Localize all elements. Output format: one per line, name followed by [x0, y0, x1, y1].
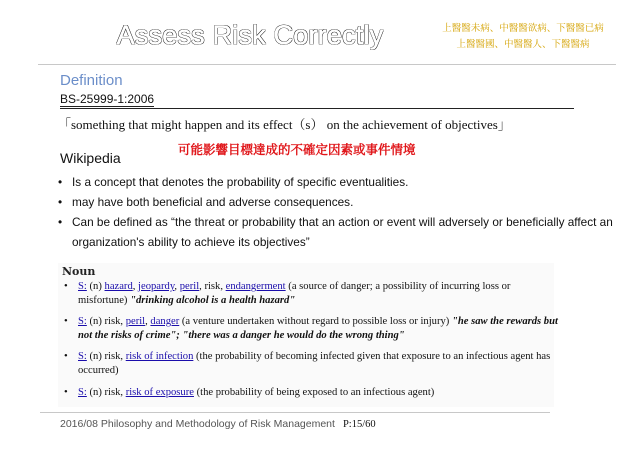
bullet-text: Can be defined as “the threat or probability that an action or event will adversely or beneficially affect an organization's ability to achieve its objectives” — [72, 215, 613, 249]
word-link-peril[interactable]: peril — [125, 316, 146, 327]
bullet-item — [58, 172, 618, 192]
bullet-text: may have both beneficial and adverse consequences. — [72, 195, 354, 209]
bullet-icon: • — [58, 175, 63, 189]
footer-course: 2016/08 Philosophy and Methodology of Risk Management — [60, 418, 335, 430]
word-link-endangerment[interactable]: endangerment — [225, 281, 286, 292]
motto-line-1: 上醫醫未病、中醫醫欲病、下醫醫已病 — [442, 23, 604, 34]
plain-word: risk, — [104, 387, 126, 398]
separator: , — [132, 281, 139, 292]
word-link-peril[interactable]: peril — [179, 281, 200, 292]
motto-line-2: 上醫醫國、中醫醫人、下醫醫病 — [456, 39, 590, 50]
definition-heading: Definition — [60, 72, 123, 89]
entry-bullet-icon: • — [64, 387, 68, 398]
pos-tag: (n) — [89, 281, 102, 292]
wikipedia-heading: Wikipedia — [60, 150, 121, 166]
gloss: (the probability of being exposed to an infectious agent) — [193, 387, 435, 398]
word-link-jeopardy[interactable]: jeopardy — [138, 281, 175, 292]
bullet-text: Is a concept that denotes the probability of specific eventualities. — [72, 175, 409, 189]
bullet-item — [58, 212, 618, 252]
gloss: (a venture undertaken without regard to possible loss or injury) — [179, 316, 452, 327]
bs-standard-label: BS-25999-1:2006 — [60, 92, 155, 106]
page-number: P:15/60 — [342, 419, 376, 430]
separator: , — [174, 281, 180, 292]
bs-definition-quote: 「something that might happen and its effect（s） on the achievement of objectives」 — [58, 117, 511, 132]
slide-footer — [60, 418, 376, 430]
bottom-divider — [40, 412, 550, 413]
wordnet-entry — [64, 315, 558, 343]
wordnet-entry — [64, 350, 558, 378]
wordnet-entry — [64, 280, 558, 308]
synset-link[interactable]: S: — [78, 351, 87, 362]
wordnet-noun-heading: Noun — [62, 265, 96, 278]
synset-link[interactable]: S: — [78, 316, 87, 327]
entry-bullet-icon: • — [64, 281, 68, 292]
chinese-definition: 可能影響目標達成的不確定因素或事件情境 — [178, 142, 416, 157]
example: "drinking alcohol is a health hazard" — [130, 295, 296, 306]
pos-tag: (n) — [89, 351, 102, 362]
word-link-risk-of-exposure[interactable]: risk of exposure — [125, 387, 194, 398]
word-link-hazard[interactable]: hazard — [104, 281, 133, 292]
plain-word: risk, — [104, 316, 126, 327]
synset-link[interactable]: S: — [78, 387, 87, 398]
word-link-risk-of-infection[interactable]: risk of infection — [125, 351, 194, 362]
slide-title: Assess Risk Correctly — [116, 20, 384, 50]
example: "he saw the rewards but not the risks of crime"; "there was a danger he would do the wrong thing" — [78, 316, 558, 341]
synset-link[interactable]: S: — [78, 281, 87, 292]
gloss: (the probability of becoming infected given that exposure to an infectious agent has occurred) — [78, 351, 551, 376]
separator: , — [145, 316, 151, 327]
word-link-danger[interactable]: danger — [150, 316, 180, 327]
wordnet-entry — [64, 386, 558, 400]
bullet-icon: • — [58, 195, 63, 209]
plain-word: risk, — [104, 351, 126, 362]
pos-tag: (n) — [89, 316, 102, 327]
top-divider — [38, 64, 616, 65]
bullet-item — [58, 192, 618, 212]
wikipedia-bullet-list — [58, 172, 618, 252]
entry-bullet-icon: • — [64, 351, 68, 362]
entry-bullet-icon: • — [64, 316, 68, 327]
bullet-icon: • — [58, 215, 63, 229]
plain-word: , risk, — [199, 281, 226, 292]
pos-tag: (n) — [89, 387, 102, 398]
gloss: (a source of danger; a possibility of incurring loss or misfortune) — [78, 281, 511, 306]
bs-underline — [60, 108, 574, 109]
